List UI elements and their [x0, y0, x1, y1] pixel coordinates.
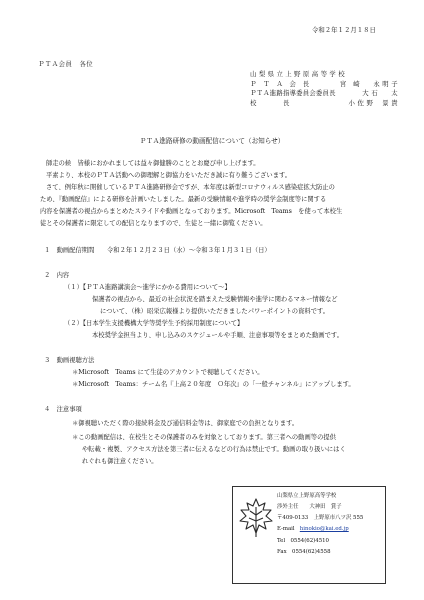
section-2-item-2-text: 本校奨学金担当より、申し込みのスケジュールや手順、注意事項等をまとめた動画です。 [92, 332, 343, 339]
section-2-item-2-title: （２）【日本学生支援機構大学等奨学生予約採用制度について】 [64, 320, 244, 327]
body-paragraph: ため、『動画配信』による研修を計画いたしました。最新の受験情報や進学時の奨学金制度等に関する [40, 196, 327, 203]
contact-box [232, 486, 386, 584]
section-3-heading: ３ 動画視聴方法 [44, 357, 95, 364]
contact-person: 渉外主任 大神田 賞子 [277, 504, 342, 510]
section-3-line: ＊Microsoft Teams：チーム名『上高２０年度 Ｏ年次』の「一般チャンネル」にアップします。 [72, 381, 355, 388]
contact-fax: Fax 0554(62)4558 [277, 549, 331, 555]
contact-email-row [277, 526, 349, 533]
section-4-line: ＊御視聴いただく際の接続料金及び通信料金等は、御家庭での負担となります。 [72, 420, 299, 427]
section-2-item-1-title: （１）【ＰＴＡ進路講演会～進学にかかる費用について～】 [64, 284, 231, 291]
addressee: ＰＴＡ会員 各位 [38, 60, 94, 68]
sender-school [250, 70, 398, 80]
sender-principal [250, 99, 398, 109]
email-link[interactable]: hinokio@kai.ed.jp [299, 526, 349, 532]
sender-name: 小 佐 野 景 貴 [348, 98, 398, 107]
section-4-line: ＊この動画配信は、在校生とその保護者のみを対象としております。第三者への動画等の提供 [72, 434, 336, 441]
school-emblem-leaf-icon [238, 497, 274, 537]
sender-committee-chair [250, 89, 398, 99]
body-paragraph: さて、例年秋に開催しているＰＴＡ進路研修会ですが、本年度は新型コロナウィルス感染症拡大防止の [46, 184, 335, 191]
email-label: E-mail [277, 526, 295, 532]
issue-date: 令和２年１２月１８日 [312, 26, 376, 34]
contact-address: 〒409-0133 上野原市八ツ沢 555 [277, 515, 364, 521]
body-paragraph: 平素より、本校のＰＴＡ活動への御理解と御協力をいただき誠に有り難うございます。 [46, 172, 292, 179]
section-4-line: れぐれも御注意ください。 [82, 458, 158, 465]
contact-school: 山梨県立上野原高等学校 [277, 493, 337, 499]
section-2-heading: ２ 内容 [44, 272, 70, 279]
sender-role: Ｐ Ｔ Ａ 会 長 [250, 79, 310, 88]
sender-role: 校 長 [250, 98, 290, 107]
section-3-line: ＊Microsoft Teams にて生徒のアカウントで視聴してください。 [72, 369, 264, 376]
section-2-item-1-text: について、（株）昭栄広報様より提供いただきましたパワーポイントの資料です。 [100, 308, 330, 315]
body-paragraph: 師走の候 皆様におかれましては益々御健勝のこととお慶び申し上げます。 [46, 160, 260, 167]
sender-role: 山 梨 県 立 上 野 原 高 等 学 校 [250, 70, 345, 78]
section-4-heading: ４ 注意事項 [44, 406, 82, 413]
section-1-period: １ 動画配信期間 令和２年１２月２３日（水）～令和３年１月３１日（日） [44, 247, 271, 254]
body-paragraph: 徒とその保護者に限定しての配信となりますので、生徒と一緒に御覧ください。 [40, 220, 267, 227]
sender-block [250, 70, 398, 108]
section-4-line: や転載・複製、アクセス方法を第三者に伝えるなどの行為は禁止です。動画の取り扱いにはく [82, 446, 346, 453]
contact-tel: Tel 0554(62)4510 [277, 538, 329, 544]
sender-pta-president [250, 80, 398, 90]
section-2-item-1-text: 保護者の視点から、最近の社会状況を踏まえた受験情報や進学に関わるマネー情報など [92, 296, 338, 303]
document-title: ＰＴＡ進路研修の動画配信について（お知らせ） [139, 137, 285, 145]
sender-name: 大 石 太 [362, 89, 398, 97]
body-paragraph: 内容を保護者の視点からまとめたスライドや動画となっております。Microsoft Teams を使って本校生 [40, 208, 343, 215]
sender-name: 宮 崎 永 明 子 [339, 79, 398, 88]
sender-role: ＰＴＡ進路指導委員会委員長 [250, 89, 336, 97]
